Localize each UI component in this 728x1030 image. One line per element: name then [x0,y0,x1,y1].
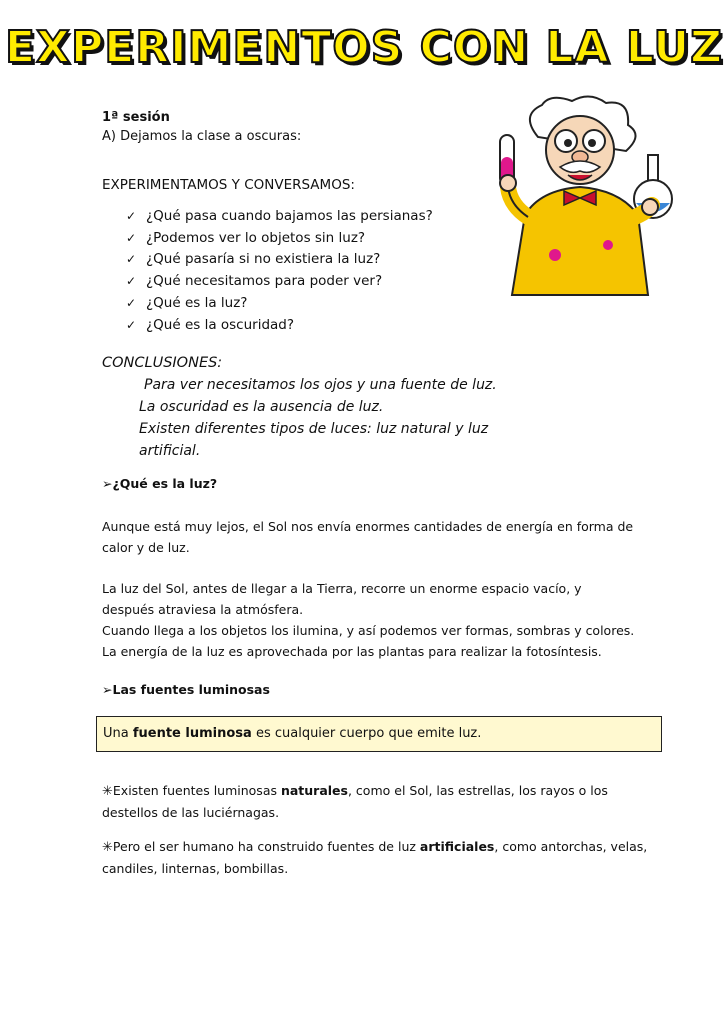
lab-coat [512,187,648,295]
scientist-illustration [480,95,680,305]
list-item: ✓ ¿Qué pasaría si no existiera la luz? [126,249,433,271]
conclusion-line: artificial. [139,443,201,459]
conclusion-line: Para ver necesitamos los ojos y una fuente de luz. [144,377,497,393]
question-list [126,206,433,336]
list-item: ✓ ¿Qué necesitamos para poder ver? [126,271,433,293]
check-icon: ✓ [126,230,137,245]
conclusions-block [102,352,497,462]
check-icon: ✓ [126,209,137,223]
list-item: ✓ ¿Qué es la oscuridad? [126,315,433,337]
list-item: ✓ ¿Qué pasa cuando bajamos las persianas? [126,206,433,228]
star-icon: ✳ [102,840,113,855]
session-line: A) Dejamos la clase a oscuras: [102,129,302,144]
section-heading-light: ➢¿Qué es la luz? [102,476,218,491]
definition-box: Una fuente luminosa es cualquier cuerpo que emite luz. [96,716,662,752]
paragraph-artificial-sources: ✳Pero el ser humano ha construido fuentes de luz artificiales, como antorchas, velas, candiles, linternas, bombillas. [102,839,648,876]
check-icon: ✓ [126,295,137,310]
page-title: EXPERIMENTOS CON LA LUZ [5,22,723,73]
paragraph-natural-sources: ✳Existen fuentes luminosas naturales, como el Sol, las estrellas, los rayos o los destellos de las luciérnagas. [102,783,608,820]
conclusion-line: Existen diferentes tipos de luces: luz natural y luz [139,421,489,437]
conclusion-line: La oscuridad es la ausencia de luz. [139,399,384,415]
experiment-heading: EXPERIMENTAMOS Y CONVERSAMOS: [102,177,355,193]
conclusions-heading: CONCLUSIONES: [102,355,223,371]
paragraph-light-travel: La luz del Sol, antes de llegar a la Tierra, recorre un enorme espacio vacío, y después atraviesa la atmósfera. Cuando llega a los objetos los ilumina, y así podemos ver formas, sombras y colores. La energía de la luz es aprovechada por las plantas para realizar la fotosíntesis. [102,581,635,659]
definition-term: fuente luminosa [132,726,252,741]
scientist-head [530,96,636,184]
star-icon: ✳ [102,784,113,799]
list-item: ✓ ¿Qué es la luz? [126,293,433,315]
section-heading-sources: ➢Las fuentes luminosas [102,682,270,697]
arrow-icon: ➢ [102,682,113,697]
check-icon: ✓ [126,274,137,289]
list-item: ✓ ¿Podemos ver lo objetos sin luz? [126,228,433,250]
arrow-icon: ➢ [102,476,113,491]
session-heading: 1ª sesión [102,110,170,125]
session-block [102,108,301,146]
paragraph-sun-energy: Aunque está muy lejos, el Sol nos envía enormes cantidades de energía en forma de calor y de luz. [102,519,634,555]
check-icon: ✓ [126,317,137,332]
check-icon: ✓ [126,252,137,267]
